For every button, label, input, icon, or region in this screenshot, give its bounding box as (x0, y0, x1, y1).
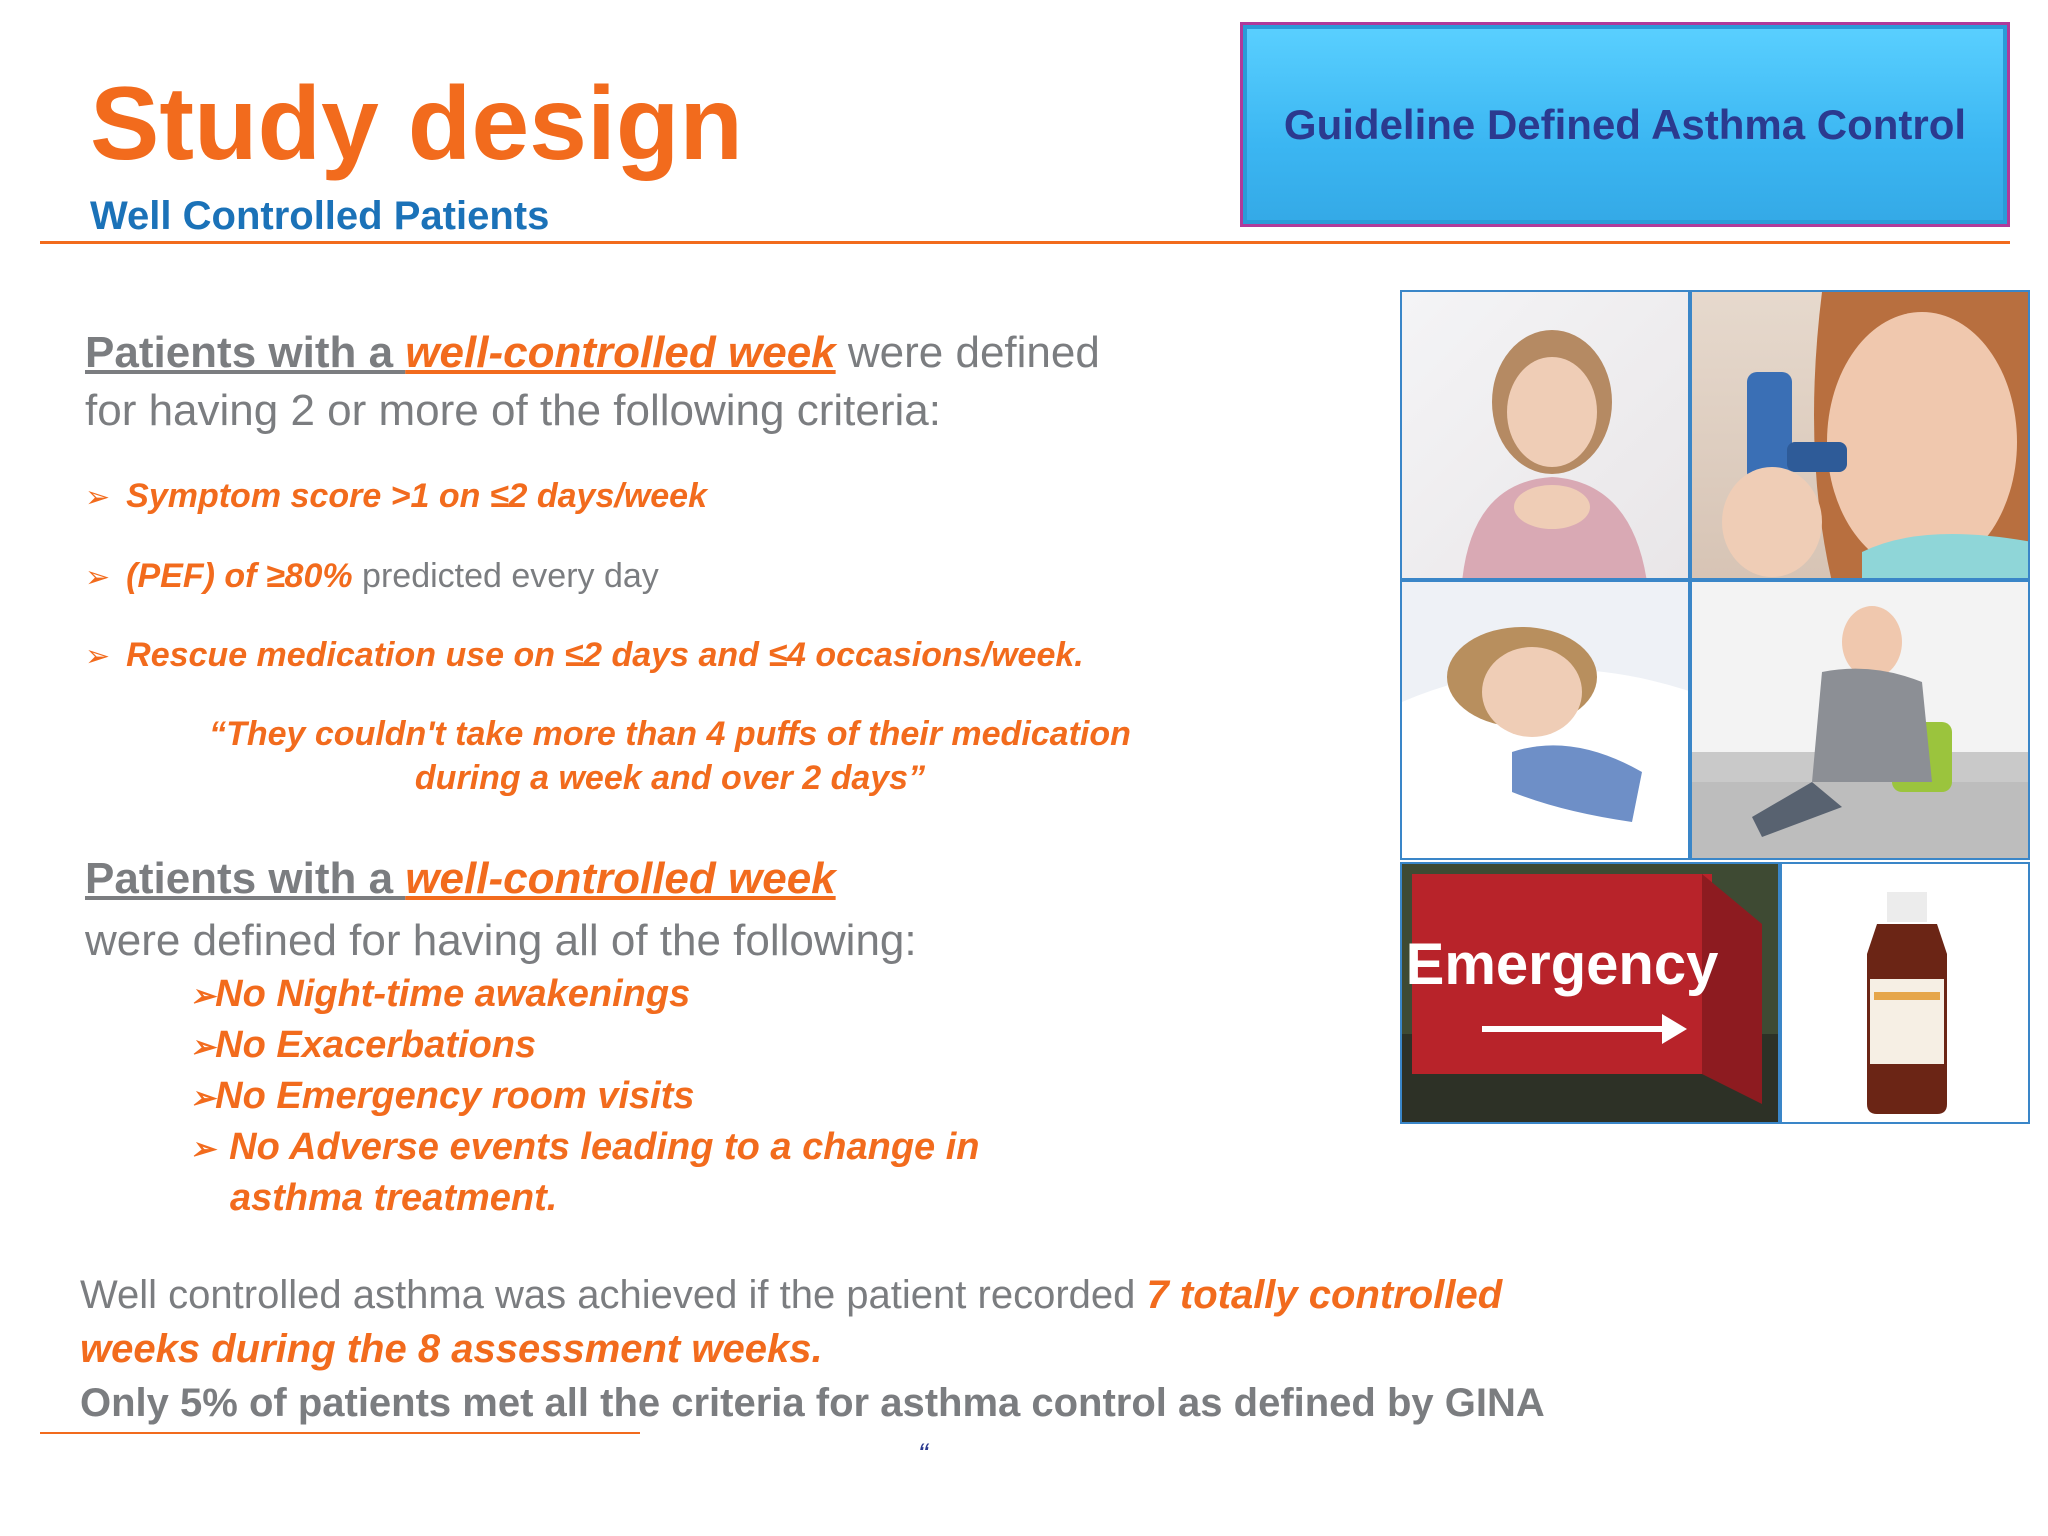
guideline-badge-label: Guideline Defined Asthma Control (1283, 100, 1967, 148)
list-item (190, 1174, 980, 1222)
quote-line: during a week and over 2 days” (414, 759, 926, 797)
arrow-bullet-icon: ➢ (190, 1133, 216, 1166)
section2-emphasis: well-controlled week (405, 854, 836, 903)
arrow-bullet-icon: ➢ (190, 980, 216, 1013)
man-couch-illustration (1692, 582, 2030, 860)
criteria-text-plain: predicted every day (352, 557, 659, 595)
list-item (190, 1072, 980, 1123)
conclusion-text (80, 1268, 1780, 1430)
inhaler-illustration (1692, 292, 2030, 580)
conclusion-gina: Only 5% of patients met all the criteria for asthma control as defined by GINA (80, 1381, 1545, 1425)
list-item (190, 1123, 980, 1174)
footer-divider (40, 1432, 640, 1434)
conclusion-orange: 7 totally controlled (1146, 1273, 1503, 1317)
arrow-bullet-icon: ➢ (190, 1031, 216, 1064)
photo-inhaler (1690, 290, 2030, 580)
list-item-text: No Exacerbations (215, 1024, 537, 1066)
photo-emergency-sign (1400, 862, 1780, 1124)
list-item-text: No Adverse events leading to a change in (229, 1126, 980, 1168)
criteria-bullet (85, 556, 659, 598)
woman-bed-illustration (1402, 582, 1690, 860)
arrow-bullet-icon: ➢ (190, 1082, 216, 1115)
arrow-bullet-icon: ➢ (85, 561, 111, 594)
page-title: Study design (90, 66, 743, 182)
page-subtitle: Well Controlled Patients (90, 194, 550, 238)
list-item-text: No Night-time awakenings (215, 973, 691, 1015)
guideline-badge (1240, 22, 2010, 227)
arrow-bullet-icon: ➢ (85, 640, 111, 673)
arrow-bullet-icon: ➢ (85, 481, 111, 514)
section2-lead: Patients with a (85, 854, 406, 903)
section1-line2: for having 2 or more of the following criteria: (85, 386, 941, 435)
control-criteria-list (190, 970, 980, 1222)
quote-block (110, 712, 1230, 800)
medicine-bottle-illustration (1782, 864, 2030, 1124)
section1-emphasis: well-controlled week (405, 328, 836, 377)
list-item-text: No Emergency room visits (215, 1075, 695, 1117)
section1-rest: were defined (847, 328, 1100, 377)
section1-lead: Patients with a (85, 328, 406, 377)
criteria-text: Rescue medication use on ≤2 days and ≤4 occasions/week. (126, 636, 1084, 674)
criteria-text: (PEF) of ≥80% (126, 557, 353, 595)
list-item-text: asthma treatment. (230, 1177, 558, 1219)
photo-woman-throat (1400, 290, 1690, 580)
photo-woman-bed (1400, 580, 1690, 860)
conclusion-orange-line2: weeks during the 8 assessment weeks. (80, 1327, 823, 1371)
footer-mark: “ (918, 1438, 928, 1471)
criteria-bullet (85, 476, 707, 518)
criteria-bullet (85, 635, 1084, 677)
woman-throat-illustration (1402, 292, 1690, 580)
criteria-text: Symptom score >1 on ≤2 days/week (126, 477, 707, 515)
section2-line2: were defined for having all of the following: (85, 916, 917, 965)
list-item (190, 1021, 980, 1072)
emergency-sign-text: Emergency (1405, 932, 1719, 997)
header-divider (40, 241, 2010, 244)
section2-heading (85, 848, 1235, 972)
emergency-sign-illustration (1402, 864, 1780, 1124)
photo-medicine-bottle (1780, 862, 2030, 1124)
quote-line: “They couldn't take more than 4 puffs of their medication (209, 715, 1131, 753)
photo-man-couch (1690, 580, 2030, 860)
conclusion-gray: Well controlled asthma was achieved if the patient recorded (80, 1273, 1147, 1317)
list-item (190, 970, 980, 1021)
section1-heading (85, 324, 1235, 440)
